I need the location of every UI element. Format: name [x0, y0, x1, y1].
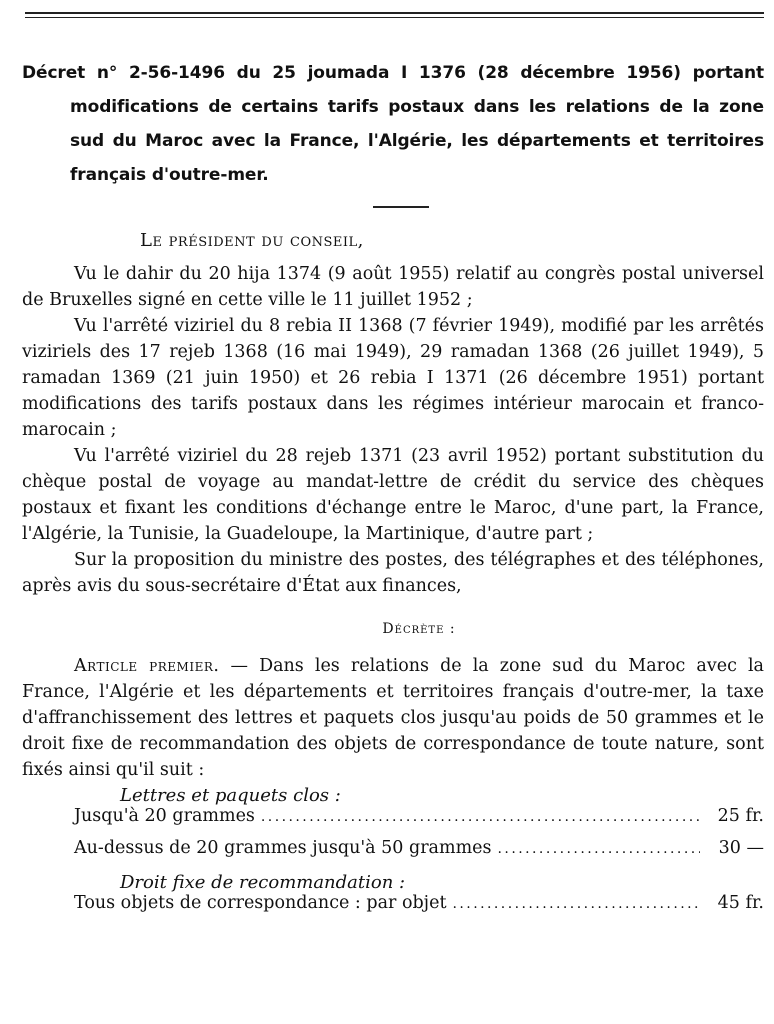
- article-premier: [22, 653, 764, 783]
- tariff-value: 25 fr.: [717, 806, 764, 826]
- separator-rule: [373, 206, 429, 208]
- tariff-value: 30 —: [718, 838, 764, 858]
- tariff-row: [74, 838, 764, 870]
- consideration-paragraph: Vu l'arrêté viziriel du 28 rejeb 1371 (23 avril 1952) portant substitution du chèque postal de voyage au mandat-lettre de crédit du service des chèques postaux et fixant les conditions d'échange entre le Maroc, d'une part, la France, l'Algérie, la Tunisie, la Guadeloupe, la Martinique, d'autre part ;: [22, 446, 764, 544]
- preamble-body: [22, 261, 764, 599]
- tariff-label: Tous objets de correspondance : par objet: [74, 893, 447, 913]
- tariff-row: [74, 806, 764, 838]
- tariff-label: Au-dessus de 20 grammes jusqu'à 50 grammes: [74, 838, 492, 858]
- letters-heading: Lettres et paquets clos :: [120, 785, 341, 806]
- issuer-text: Le président du conseil,: [140, 230, 364, 251]
- decree-word: Décrète :: [382, 621, 456, 637]
- top-double-rule: [25, 12, 764, 18]
- registration-heading: Droit fixe de recommandation :: [120, 872, 406, 893]
- decree-title: Décret n° 2-56-1496 du 25 joumada I 1376 (28 décembre 1956) portant modifications de certains tarifs postaux dans les relations de la zone sud du Maroc avec la France, l'Algérie, les départements et territoires français d'outre-mer.: [22, 63, 764, 185]
- consideration-paragraph: Vu le dahir du 20 hija 1374 (9 août 1955) relatif au congrès postal universel de Bruxelles signé en cette ville le 11 juillet 1952 ;: [22, 264, 764, 310]
- document-page: [22, 12, 764, 925]
- tariff-row: [74, 893, 764, 925]
- dot-leader: [261, 809, 700, 825]
- article-label: Article premier.: [74, 656, 220, 676]
- issuer-heading: [140, 230, 764, 251]
- dot-leader: [498, 841, 700, 857]
- tariff-value: 45 fr.: [717, 893, 764, 913]
- article-text: — Dans les relations de la zone sud du Maroc avec la France, l'Algérie et les départements et territoires français d'outre-mer, la taxe d'affranchissement des lettres et paquets clos jusqu'au poids de 50 grammes et le droit fixe de recommandation des objets de correspondance de toute nature, sont fixés ainsi qu'il suit :: [22, 656, 764, 780]
- consideration-paragraph: Sur la proposition du ministre des postes, des télégraphes et des téléphones, après avis du sous-secrétaire d'État aux finances,: [22, 550, 764, 596]
- dot-leader: [453, 896, 701, 912]
- consideration-paragraph: Vu l'arrêté viziriel du 8 rebia II 1368 (7 février 1949), modifié par les arrêtés viziriels des 17 rejeb 1368 (16 mai 1949), 29 ramadan 1368 (26 juillet 1949), 5 ramadan 1369 (21 juin 1950) et 26 rebia I 1371 (26 décembre 1951) portant modifications des tarifs postaux dans les régimes intérieur marocain et franco-marocain ;: [22, 316, 764, 440]
- tariff-label: Jusqu'à 20 grammes: [74, 806, 255, 826]
